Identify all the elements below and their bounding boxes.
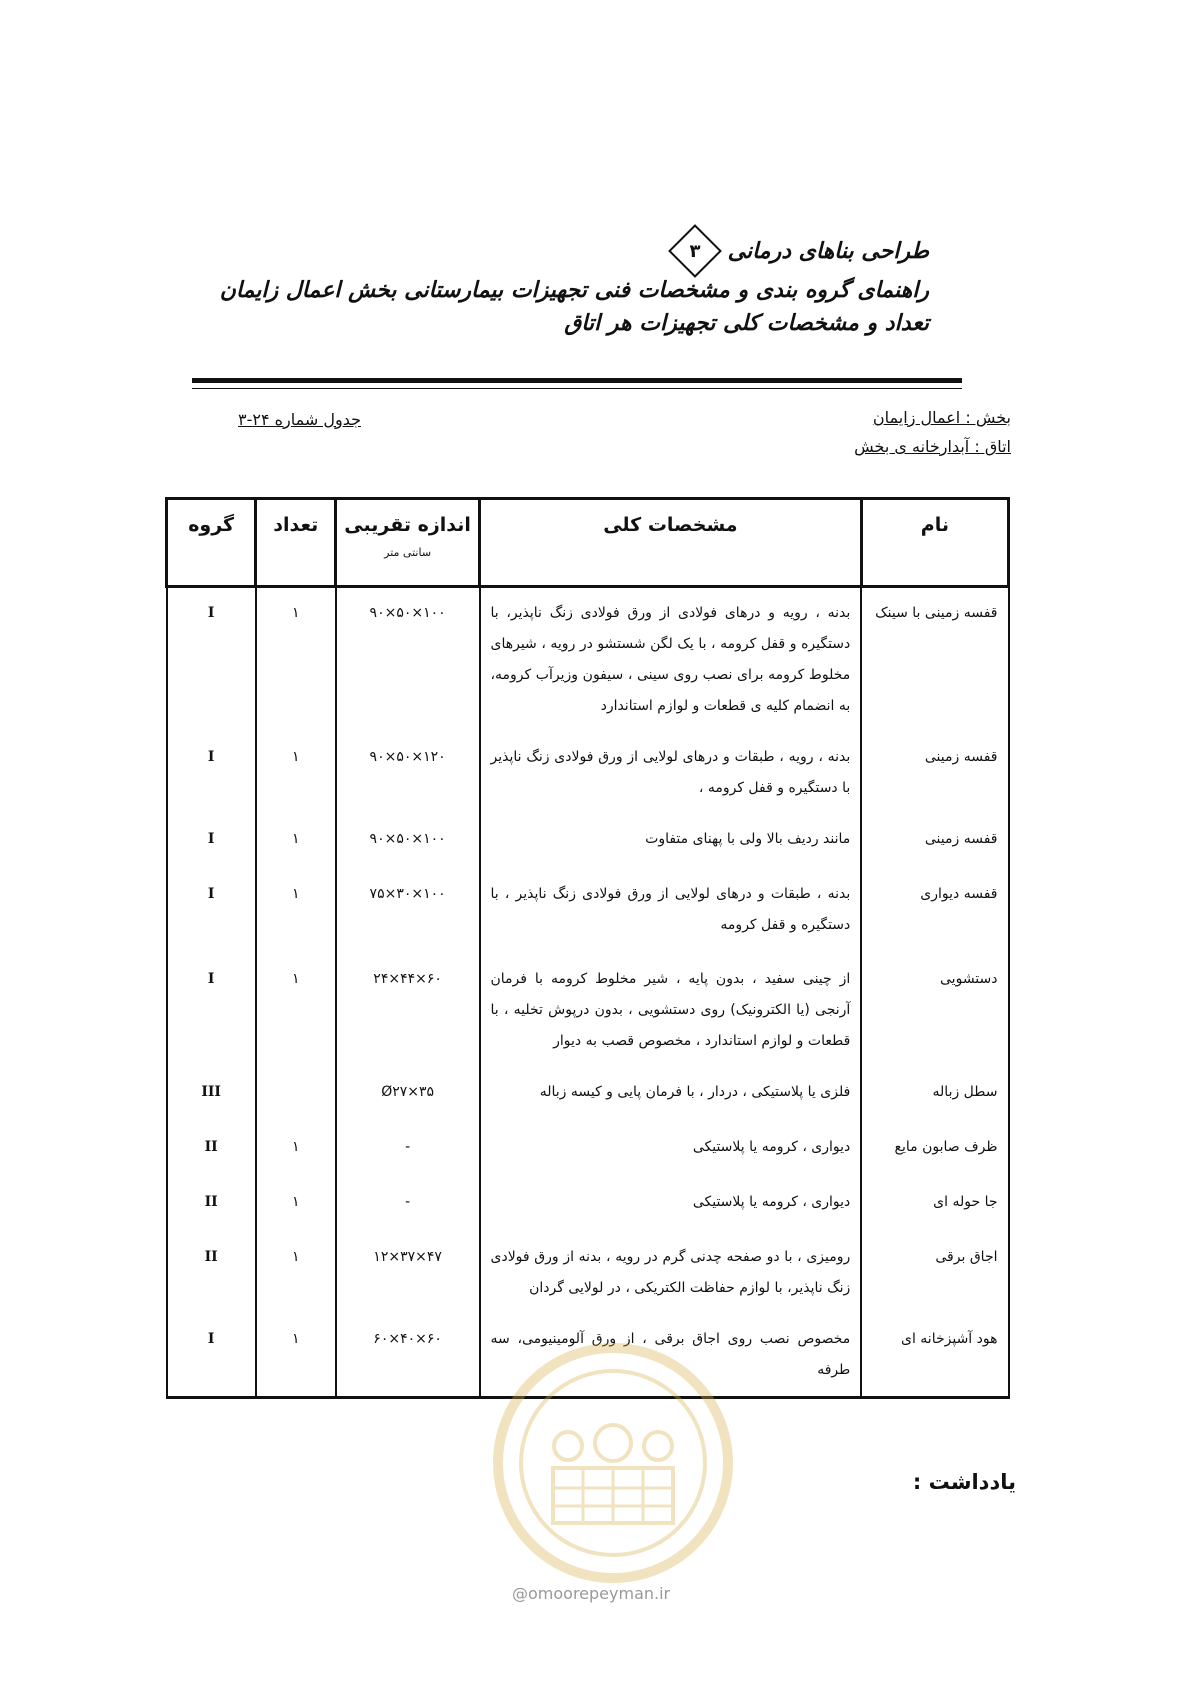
room-label: اتاق : آبدارخانه ی بخش: [854, 437, 1011, 456]
header-rule-thick: [192, 378, 962, 383]
cell-size: ۶۰×۴۴×۲۴: [336, 954, 480, 1067]
cell-group: II: [167, 1122, 256, 1177]
cell-count: ۱: [256, 1122, 336, 1177]
cell-name: جا حوله ای: [861, 1177, 1008, 1232]
cell-count: ۱: [256, 587, 336, 733]
watermark-logo: [488, 1338, 738, 1588]
cell-count: ۱: [256, 1232, 336, 1314]
table-row: [167, 814, 1009, 869]
cell-count: ۱: [256, 869, 336, 954]
header-size-unit: سانتی متر: [384, 546, 432, 559]
cell-size: ۱۲۰×۵۰×۹۰: [336, 732, 480, 814]
cell-size: ۱۰۰×۵۰×۹۰: [336, 587, 480, 733]
cell-group: II: [167, 1232, 256, 1314]
cell-size: -: [336, 1122, 480, 1177]
series-number-badge: ۳: [668, 224, 722, 278]
cell-group: I: [167, 869, 256, 954]
section-title: تعداد و مشخصات کلی تجهیزات هر اتاق: [564, 311, 929, 336]
cell-name: ظرف صابون مایع: [861, 1122, 1008, 1177]
cell-size: ۱۰۰×۳۰×۷۵: [336, 869, 480, 954]
cell-name: هود آشپزخانه ای: [861, 1314, 1008, 1398]
cell-group: I: [167, 814, 256, 869]
series-title-line: [209, 232, 929, 270]
cell-group: I: [167, 732, 256, 814]
header-count: تعداد: [256, 499, 336, 587]
cell-count: ۱: [256, 954, 336, 1067]
cell-count: ۱: [256, 732, 336, 814]
cell-group: I: [167, 1314, 256, 1398]
cell-spec: مانند ردیف بالا ولی با پهنای متفاوت: [480, 814, 862, 869]
cell-group: III: [167, 1067, 256, 1122]
table-row: [167, 587, 1009, 733]
cell-name: اجاق برقی: [861, 1232, 1008, 1314]
cell-count: ۱: [256, 814, 336, 869]
header-name: نام: [861, 499, 1008, 587]
table-row: [167, 1177, 1009, 1232]
header-size-label: اندازه تقریبی: [344, 514, 471, 536]
header-size: [336, 499, 480, 587]
cell-spec: بدنه ، رویه ، طبقات و درهای لولایی از ورق فولادی زنگ ناپذیر با دستگیره و قفل کرومه ،: [480, 732, 862, 814]
cell-spec: مخصوص نصب روی اجاق برقی ، از ورق آلومینیومی، سه طرفه: [480, 1314, 862, 1398]
cell-spec: دیواری ، کرومه یا پلاستیکی: [480, 1122, 862, 1177]
header-rule-thin: [192, 388, 962, 389]
watermark-url: @omoorepeyman.ir: [512, 1584, 671, 1603]
header-group: گروه: [167, 499, 256, 587]
table-row: [167, 1122, 1009, 1177]
cell-count: ۱: [256, 1177, 336, 1232]
note-label: یادداشت :: [912, 1470, 1016, 1494]
cell-size: ۴۷×۳۷×۱۲: [336, 1232, 480, 1314]
cell-spec: دیواری ، کرومه یا پلاستیکی: [480, 1177, 862, 1232]
cell-group: I: [167, 954, 256, 1067]
cell-name: قفسه زمینی: [861, 732, 1008, 814]
cell-size: ۱۰۰×۵۰×۹۰: [336, 814, 480, 869]
table-row: [167, 732, 1009, 814]
cell-spec: فلزی یا پلاستیکی ، دردار ، با فرمان پایی و کیسه زباله: [480, 1067, 862, 1122]
cell-group: I: [167, 587, 256, 733]
table-row: [167, 954, 1009, 1067]
table-row: [167, 869, 1009, 954]
meta-info: [854, 408, 1011, 466]
cell-spec: از چینی سفید ، بدون پایه ، شیر مخلوط کرومه با فرمان آرنجی (یا الکترونیک) روی دستشویی ، بدون درپوش تخلیه ، با قطعات و لوازم استاندارد ، مخصوص قصب به دیوار: [480, 954, 862, 1067]
department-label: بخش : اعمال زایمان: [872, 408, 1011, 427]
header-spec: مشخصات کلی: [480, 499, 862, 587]
cell-spec: رومیزی ، با دو صفحه چدنی گرم در رویه ، بدنه از ورق فولادی زنگ ناپذیر، با لوازم حفاظت الکتریکی ، در لولایی گردان: [480, 1232, 862, 1314]
cell-name: قفسه دیواری: [861, 869, 1008, 954]
cell-name: دستشویی: [861, 954, 1008, 1067]
table-header-row: [167, 499, 1009, 587]
cell-group: II: [167, 1177, 256, 1232]
table-row: [167, 1067, 1009, 1122]
table-number: جدول شماره ۲۴-۳: [238, 410, 362, 429]
table-row: [167, 1232, 1009, 1314]
cell-name: سطل زباله: [861, 1067, 1008, 1122]
document-header: [209, 232, 929, 336]
cell-count: ۱: [256, 1314, 336, 1398]
series-title: طراحی بناهای درمانی: [727, 238, 929, 264]
cell-size: -: [336, 1177, 480, 1232]
cell-spec: بدنه ، رویه و درهای فولادی از ورق فولادی زنگ ناپذیر، با دستگیره و قفل کرومه ، با یک لگن شستشو در رویه ، شیرهای مخلوط کرومه برای نصب روی سینی ، سیفون وزیرآب کرومه، به انضمام کلیه ی قطعات و لوازم استاندارد: [480, 587, 862, 733]
cell-size: ۶۰×۴۰×۶۰: [336, 1314, 480, 1398]
guide-title: راهنمای گروه بندی و مشخصات فنی تجهیزات بیمارستانی بخش اعمال زایمان: [219, 278, 929, 303]
equipment-table: [165, 497, 1010, 1399]
cell-size: Ø۲۷×۳۵: [336, 1067, 480, 1122]
cell-count: [256, 1067, 336, 1122]
cell-name: قفسه زمینی: [861, 814, 1008, 869]
cell-name: قفسه زمینی با سینک: [861, 587, 1008, 733]
cell-spec: بدنه ، طبقات و درهای لولایی از ورق فولادی زنگ ناپذیر ، با دستگیره و قفل کرومه: [480, 869, 862, 954]
